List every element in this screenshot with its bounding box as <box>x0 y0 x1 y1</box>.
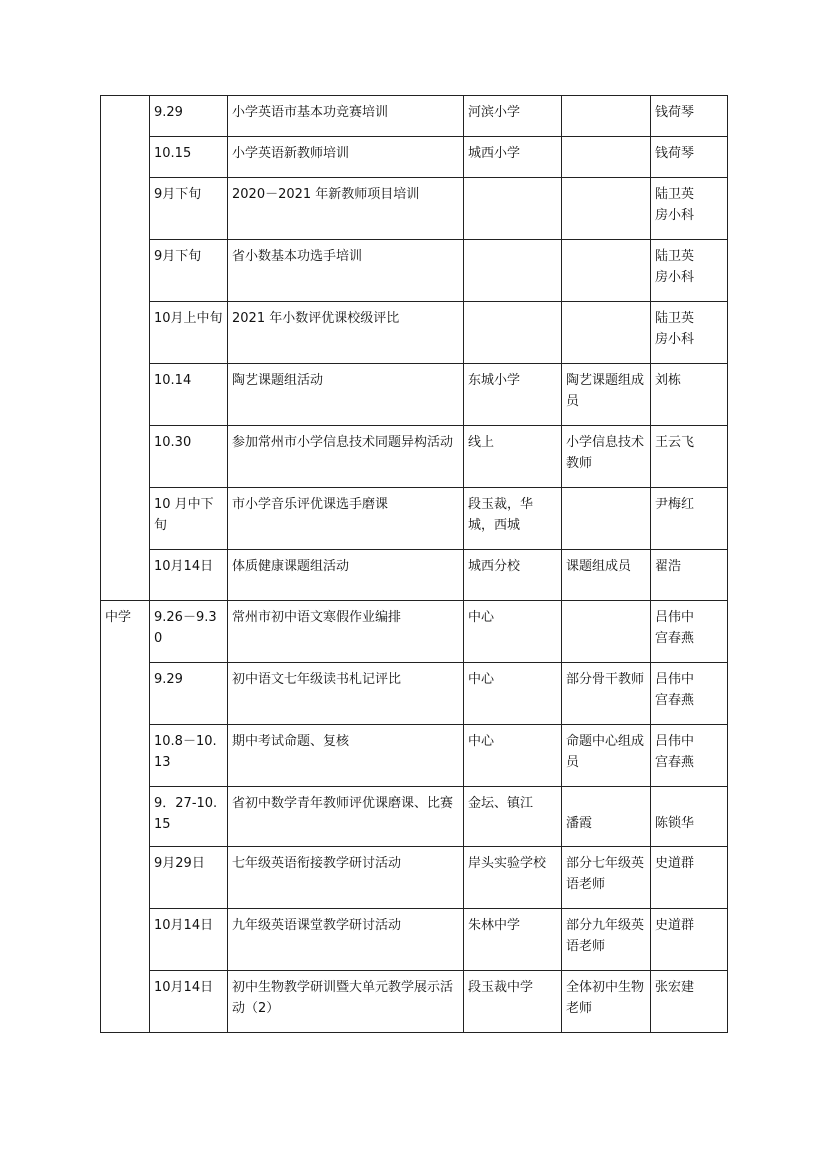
table-row <box>101 96 728 137</box>
table-row <box>101 663 728 725</box>
date-cell: 9月29日 <box>150 847 228 909</box>
table-row <box>101 725 728 787</box>
date-cell: 9.26－9.30 <box>150 601 228 663</box>
content-cell: 2020－2021 年新教师项目培训 <box>228 178 464 240</box>
person-cell: 钱荷琴 <box>651 96 728 137</box>
table-row <box>101 178 728 240</box>
person-cell: 陆卫英 房小科 <box>651 178 728 240</box>
table-row <box>101 909 728 971</box>
participants-cell: 小学信息技术教师 <box>562 426 651 488</box>
table-row <box>101 302 728 364</box>
person-cell: 尹梅红 <box>651 488 728 550</box>
participants-cell <box>562 96 651 137</box>
place-cell <box>464 240 562 302</box>
place-cell: 中心 <box>464 725 562 787</box>
date-cell: 10月上中旬 <box>150 302 228 364</box>
place-cell: 岸头实验学校 <box>464 847 562 909</box>
person-cell: 吕伟中 宫春燕 <box>651 601 728 663</box>
content-cell: 期中考试命题、复核 <box>228 725 464 787</box>
place-cell: 金坛、镇江 <box>464 787 562 847</box>
participants-cell: 潘霞 <box>562 787 651 847</box>
participants-cell: 部分九年级英语老师 <box>562 909 651 971</box>
place-cell: 段玉裁中学 <box>464 971 562 1033</box>
participants-cell <box>562 488 651 550</box>
participants-cell: 部分骨干教师 <box>562 663 651 725</box>
person-cell: 陆卫英 房小科 <box>651 302 728 364</box>
content-cell: 九年级英语课堂教学研讨活动 <box>228 909 464 971</box>
person-cell: 陆卫英 房小科 <box>651 240 728 302</box>
person-cell: 刘栋 <box>651 364 728 426</box>
content-cell: 小学英语市基本功竞赛培训 <box>228 96 464 137</box>
content-cell: 常州市初中语文寒假作业编排 <box>228 601 464 663</box>
person-cell: 钱荷琴 <box>651 137 728 178</box>
participants-cell <box>562 240 651 302</box>
participants-cell: 部分七年级英语老师 <box>562 847 651 909</box>
person-cell: 吕伟中 宫春燕 <box>651 663 728 725</box>
person-cell: 王云飞 <box>651 426 728 488</box>
place-cell: 城西分校 <box>464 550 562 601</box>
table-row <box>101 550 728 601</box>
place-cell: 中心 <box>464 601 562 663</box>
content-cell: 初中语文七年级读书札记评比 <box>228 663 464 725</box>
date-cell: 10.30 <box>150 426 228 488</box>
table-row <box>101 601 728 663</box>
date-cell: 9月下旬 <box>150 240 228 302</box>
participants-cell: 命题中心组成员 <box>562 725 651 787</box>
date-cell: 10 月中下旬 <box>150 488 228 550</box>
content-cell: 小学英语新教师培训 <box>228 137 464 178</box>
place-cell <box>464 302 562 364</box>
section-cell-middle-school: 中学 <box>101 601 150 1033</box>
place-cell: 城西小学 <box>464 137 562 178</box>
date-cell: 9月下旬 <box>150 178 228 240</box>
person-cell: 陈锁华 <box>651 787 728 847</box>
participants-cell <box>562 137 651 178</box>
date-cell: 10月14日 <box>150 550 228 601</box>
person-cell: 翟浩 <box>651 550 728 601</box>
table-row <box>101 971 728 1033</box>
table-row <box>101 240 728 302</box>
date-cell: 10月14日 <box>150 909 228 971</box>
date-cell: 10月14日 <box>150 971 228 1033</box>
place-cell: 朱林中学 <box>464 909 562 971</box>
person-cell: 吕伟中 宫春燕 <box>651 725 728 787</box>
date-cell: 10.15 <box>150 137 228 178</box>
content-cell: 七年级英语衔接教学研讨活动 <box>228 847 464 909</box>
date-cell: 10.14 <box>150 364 228 426</box>
content-cell: 初中生物教学研训暨大单元教学展示活动（2） <box>228 971 464 1033</box>
participants-cell: 全体初中生物老师 <box>562 971 651 1033</box>
schedule-table <box>100 95 728 1033</box>
participants-cell: 课题组成员 <box>562 550 651 601</box>
table-row <box>101 137 728 178</box>
date-cell: 9.29 <box>150 96 228 137</box>
person-cell: 史道群 <box>651 909 728 971</box>
date-cell: 10.8－10.13 <box>150 725 228 787</box>
person-cell: 张宏建 <box>651 971 728 1033</box>
content-cell: 省初中数学青年教师评优课磨课、比赛 <box>228 787 464 847</box>
person-cell: 史道群 <box>651 847 728 909</box>
content-cell: 省小数基本功选手培训 <box>228 240 464 302</box>
place-cell: 段玉裁，华城，西城 <box>464 488 562 550</box>
section-cell-primary <box>101 96 150 601</box>
table-row <box>101 488 728 550</box>
content-cell: 市小学音乐评优课选手磨课 <box>228 488 464 550</box>
participants-cell <box>562 178 651 240</box>
table-row <box>101 426 728 488</box>
participants-cell: 陶艺课题组成员 <box>562 364 651 426</box>
table-row <box>101 364 728 426</box>
place-cell: 东城小学 <box>464 364 562 426</box>
date-cell: 9.29 <box>150 663 228 725</box>
date-cell: 9．27-10.15 <box>150 787 228 847</box>
table-row <box>101 787 728 847</box>
participants-cell <box>562 601 651 663</box>
content-cell: 陶艺课题组活动 <box>228 364 464 426</box>
content-cell: 2021 年小数评优课校级评比 <box>228 302 464 364</box>
participants-cell <box>562 302 651 364</box>
place-cell: 河滨小学 <box>464 96 562 137</box>
place-cell <box>464 178 562 240</box>
place-cell: 线上 <box>464 426 562 488</box>
content-cell: 体质健康课题组活动 <box>228 550 464 601</box>
content-cell: 参加常州市小学信息技术同题异构活动 <box>228 426 464 488</box>
place-cell: 中心 <box>464 663 562 725</box>
table-row <box>101 847 728 909</box>
